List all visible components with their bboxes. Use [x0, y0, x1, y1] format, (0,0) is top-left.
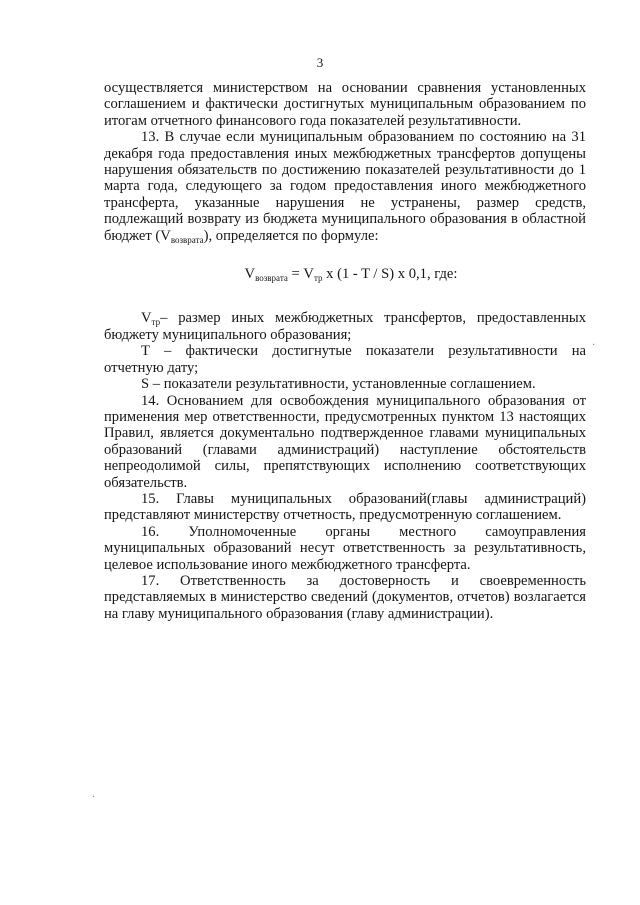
paragraph-16: 16. Уполномоченные органы местного самоуправления муниципальных образований несут ответственность за результативность, целевое использование иного межбюджетного трансферта.: [104, 523, 586, 573]
scan-speck: ·: [592, 340, 596, 351]
formula: [104, 266, 586, 282]
paragraph-13: [104, 129, 586, 244]
paragraph-17: 17. Ответственность за достоверность и своевременность представляемых в министерство сведений (документов, отчетов) возлагается на главу муниципального образования (главу администрации).: [104, 572, 586, 622]
scan-speck: ·: [92, 792, 96, 803]
definition-t: Т – фактически достигнутые показатели результативности на отчетную дату;: [104, 343, 586, 376]
formula-eq: = V: [287, 266, 314, 283]
formula-rest: x (1 - T / S) x 0,1, где:: [322, 266, 458, 283]
formula-v: V: [244, 266, 256, 283]
definition-v: [104, 310, 586, 343]
definition-v-symbol: V: [141, 310, 152, 327]
subscript-return: возврата: [170, 234, 204, 245]
paragraph-15: 15. Главы муниципальных образований(главы администраций) представляют министерству отчетность, предусмотренную соглашением.: [104, 490, 586, 524]
paragraph-14: 14. Основанием для освобождения муниципального образования от применения мер ответственности, предусмотренных пунктом 13 настоящих Правил, является документально подтвержденное главами муниципальных образований (главами администраций) наступление обстоятельств непреодолимой силы, препятствующих исполнению соответствующих обязательств.: [104, 392, 586, 491]
definition-v-sub: тр: [151, 317, 161, 328]
definition-s: S – показатели результативности, установленные соглашением.: [141, 376, 536, 393]
paragraph-13-tail: ), определяется по формуле:: [203, 227, 379, 244]
formula-sub-tr: тр: [313, 273, 323, 284]
paragraph-13-text: 13. В случае если муниципальным образованием по состоянию на 31 декабря года предоставления иных межбюджетных трансфертов допущены нарушения обязательств по достижению показателей результативности до 1 марта года, следующего за годом предоставления иного межбюджетного трансферта, указанные нарушения не устранены, размер средств, подлежащий возврату из бюджета муниципального образования в областной бюджет (V: [104, 129, 586, 244]
page-number: 3: [316, 55, 324, 70]
formula-sub-return: возврата: [255, 273, 288, 284]
paragraph-intro: осуществляется министерством на основании сравнения установленных соглашением и фактически достигнутых муниципальным образованием по итогам отчетного финансового года показателей результативности.: [104, 80, 586, 129]
definition-v-text: – размер иных межбюджетных трансфертов, предоставленных бюджету муниципального образования;: [104, 310, 586, 343]
document-body: [104, 80, 586, 622]
